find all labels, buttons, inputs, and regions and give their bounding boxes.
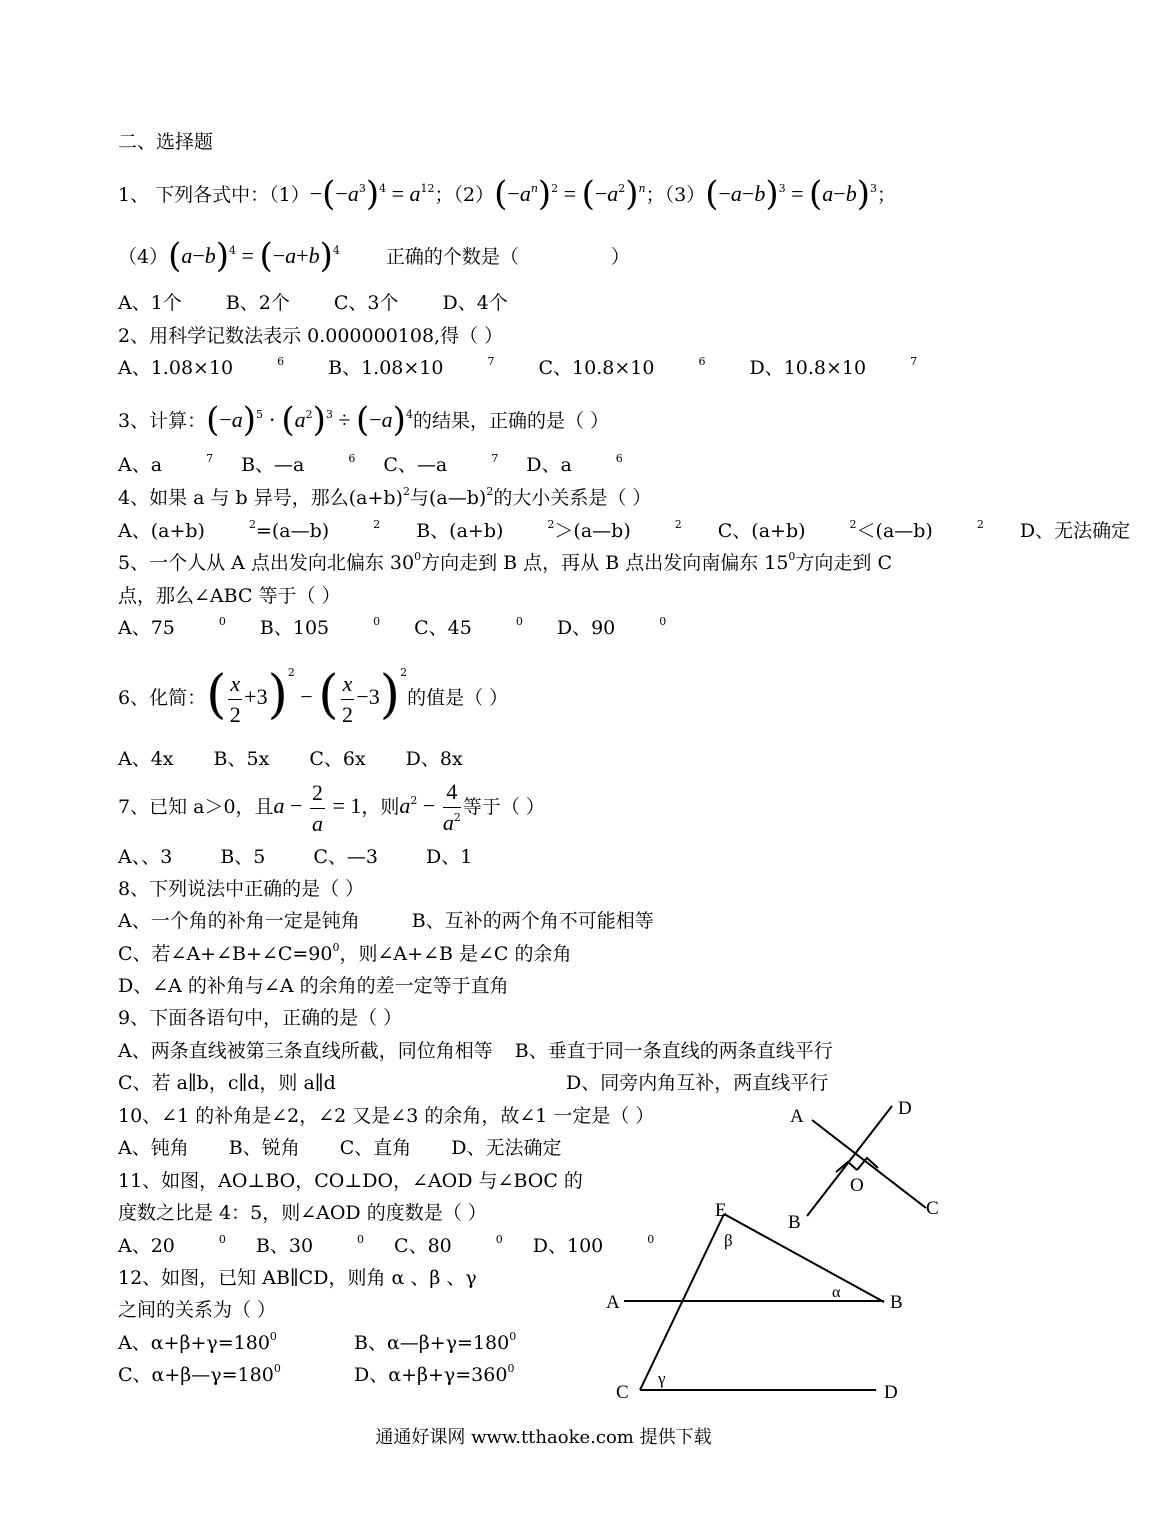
question-9: 9、下面各语句中，正确的是（ ） — [118, 1007, 403, 1029]
question-7-options: A、、3 B、5 C、—3 D、1 — [118, 846, 473, 868]
question-12-options-ab: A、$\alpha+\beta+\gamma=180^0$ B、$\alpha—\beta+\gamma=180^0$ — [118, 1330, 517, 1354]
question-9-options-cd: C、若 a∥b，c∥d，则 a∥d D、同旁内角互补，两直线平行 — [118, 1072, 829, 1094]
page-footer: 通通好课网 www.tthaoke.com 提供下载 — [375, 1427, 712, 1448]
fig1-label-o: O — [850, 1175, 864, 1196]
fig2-label-d: D — [884, 1382, 898, 1403]
question-11: 11、如图，AO⊥BO，CO⊥DO，∠AOD 与∠BOC 的 — [118, 1170, 583, 1192]
question-2-options: A、1.08×10 $^6$ B、1.08×10 $^7$ C、10.8×10 $^6$ D、10.8×10 $^7$ — [118, 355, 918, 379]
question-12: 12、如图，已知 AB∥CD，则角 α 、β 、γ — [118, 1267, 477, 1289]
question-2: 2、用科学记数法表示 0.000000108,得（ ） — [118, 325, 504, 347]
question-12-options-cd: C、$\alpha+\beta—\gamma=180^0$ D、$\alpha+\beta+\gamma=360^0$ — [118, 1362, 515, 1386]
section-title: 二、选择题 — [118, 131, 214, 153]
fig2-label-b: B — [890, 1292, 903, 1313]
question-8-options-ab: A、一个角的补角一定是钝角 B、互补的两个角不可能相等 — [118, 910, 654, 932]
segment-eb — [724, 1214, 884, 1302]
fig2-label-beta: β — [724, 1231, 733, 1250]
question-3: 3、计算：$(-a)^5 \cdot (a^2)^3 \div (-a)^4$的结果，正确的是（ ） — [118, 400, 609, 440]
fig1-label-c: C — [926, 1198, 939, 1219]
fig1-label-d: D — [898, 1098, 912, 1119]
fig2-label-a: A — [606, 1292, 620, 1313]
figure-parallel-lines — [596, 1200, 926, 1410]
question-4: 4、如果 a 与 b 异号，那么$(a+b)^2$与(a—b)$^2$的大小关系是（ ） — [118, 485, 652, 509]
question-1-options: A、1个 B、2个 C、3个 D、4个 — [118, 292, 508, 314]
question-6: 6、化简：( $\frac{x}{2}$ +3)$^2$ − ( $\frac{x}{2}$ −3)$^2$的值是（ ） — [118, 665, 509, 727]
question-8: 8、下列说法中正确的是（ ） — [118, 878, 365, 900]
question-8-option-d: D、∠A 的补角与∠A 的余角的差一定等于直角 — [118, 975, 509, 997]
fig1-label-a: A — [790, 1106, 804, 1127]
question-6-options: A、4x B、5x C、6x D、8x — [118, 748, 463, 770]
question-1-part4: $(4)(a-b)^4 = (-a+b)^4$ 正确的个数是（ ） — [118, 236, 630, 276]
fig1-label-b: B — [788, 1212, 801, 1233]
question-11-options: A、20 $^0$ B、30 $^0$ C、80 $^0$ D、100 $^0$ — [118, 1233, 655, 1257]
right-angle-mark-left — [836, 1162, 857, 1172]
line-ac — [812, 1120, 926, 1208]
question-10: 10、∠1 的补角是∠2，∠2 又是∠3 的余角，故∠1 一定是（ ） — [118, 1105, 655, 1127]
question-5-options: A、75 $^0$ B、105 $^0$ C、45 $^0$ D、90 $^0$ — [118, 615, 667, 639]
fig2-label-gamma: γ — [658, 1369, 666, 1388]
question-3-options: A、a $^7$ B、—a $^6$ C、—a $^7$ D、a $^6$ — [118, 452, 623, 476]
question-5: 5、一个人从 A 点出发向北偏东 $30^0$方向走到 B 点，再从 B 点出发向南偏东 $15^0$方向走到 C — [118, 550, 892, 574]
question-12-line2: 之间的关系为（ ） — [118, 1299, 277, 1321]
question-7: 7、已知 a＞0，且a − $\frac{2}{a}$ = 1，则$a^2$ − $\frac{4}{a^2}$ 等于（ ） — [118, 779, 545, 836]
question-8-option-c: C、若$\angle A+\angle B+\angle C=90^0$，则∠A+∠B 是∠C 的余角 — [118, 941, 572, 965]
question-11-line2: 度数之比是 4：5，则∠AOD 的度数是（ ） — [118, 1202, 487, 1224]
fig2-label-c: C — [616, 1382, 629, 1403]
question-5-line2: 点，那么∠ABC 等于（ ） — [118, 585, 341, 607]
fig2-label-alpha: α — [832, 1284, 841, 1301]
question-4-options: A、(a+b) $^2$=(a—b) $^2$ B、(a+b) $^2$＞(a—b) $^2$ C、(a+b) $^2$＜(a—b) $^2$ D、无法确定 — [118, 518, 1131, 542]
question-9-options-ab: A、两条直线被第三条直线所截，同位角相等 B、垂直于同一条直线的两条直线平行 — [118, 1040, 833, 1062]
fig2-label-e: E — [715, 1200, 727, 1221]
question-1: 1、 下列各式中：$(1)-(-a^3)^4 = a^{12}$；$(2)(-a^n)^2 = (-a^2)^n$；$(3)(-a-b)^3 = (a-b)^3$； — [118, 174, 896, 214]
question-10-options: A、钝角 B、锐角 C、直角 D、无法确定 — [118, 1137, 562, 1159]
